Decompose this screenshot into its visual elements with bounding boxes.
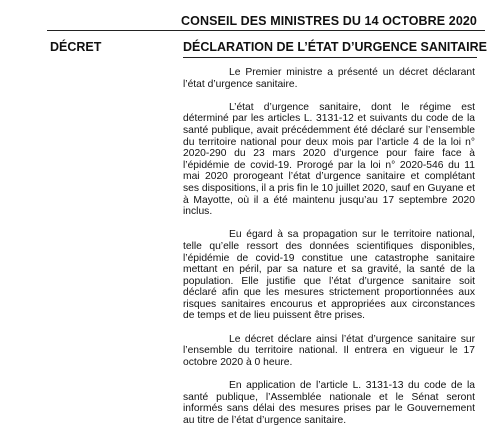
- section-label: DÉCRET: [50, 40, 102, 54]
- paragraph: L’état d’urgence sanitaire, dont le régime est déterminé par les articles L. 3131-12 et suivants du code de la santé publique, avait précédemment été déclaré sur l’ensemble du territoire national pour deux mois par l’article 4 de la loi n° 2020-290 du 23 mars 2020 d’urgence pour faire face à l’épidémie de covid-19. Prorogé par la loi n° 2020-546 du 11 mai 2020 prorogeant l’état d’urgence sanitaire et complétant ses dispositions, il a pris fin le 10 juillet 2020, sauf en Guyane et à Mayotte, où il a été maintenu jusqu’au 17 septembre 2020 inclus.: [183, 101, 475, 218]
- paragraph: Le Premier ministre a présenté un décret déclarant l’état d’urgence sanitaire.: [183, 67, 475, 90]
- header-divider: [47, 30, 485, 31]
- paragraph: Le décret déclare ainsi l’état d’urgence sanitaire sur l’ensemble du territoire national. Il entrera en vigueur le 17 octobre 2020 à 0 heure.: [183, 333, 475, 368]
- paragraph: Eu égard à sa propagation sur le territoire national, telle qu’elle ressort des données scientifiques disponibles, l’épidémie de covid-19 constitue une catastrophe sanitaire mettant en péril, par sa nature et sa gravité, la santé de la population. Elle justifie que l’état d’urgence sanitaire soit déclaré afin que les mesures strictement proportionnées aux risques sanitaires encourus et appropriées aux circonstances de temps et de lieu puissent être prises.: [183, 229, 475, 322]
- section-title: DÉCLARATION DE L’ÉTAT D’URGENCE SANITAIRE: [183, 40, 487, 54]
- page-header-title: CONSEIL DES MINISTRES DU 14 OCTOBRE 2020: [181, 14, 477, 28]
- title-underline: [183, 57, 477, 58]
- paragraph: En application de l’article L. 3131-13 du code de la santé publique, l’Assemblée nationale et le Sénat seront informés sans délai des mesures prises par le Gouvernement au titre de l’état d’urgence sanitaire.: [183, 380, 475, 426]
- document-body: [183, 67, 475, 438]
